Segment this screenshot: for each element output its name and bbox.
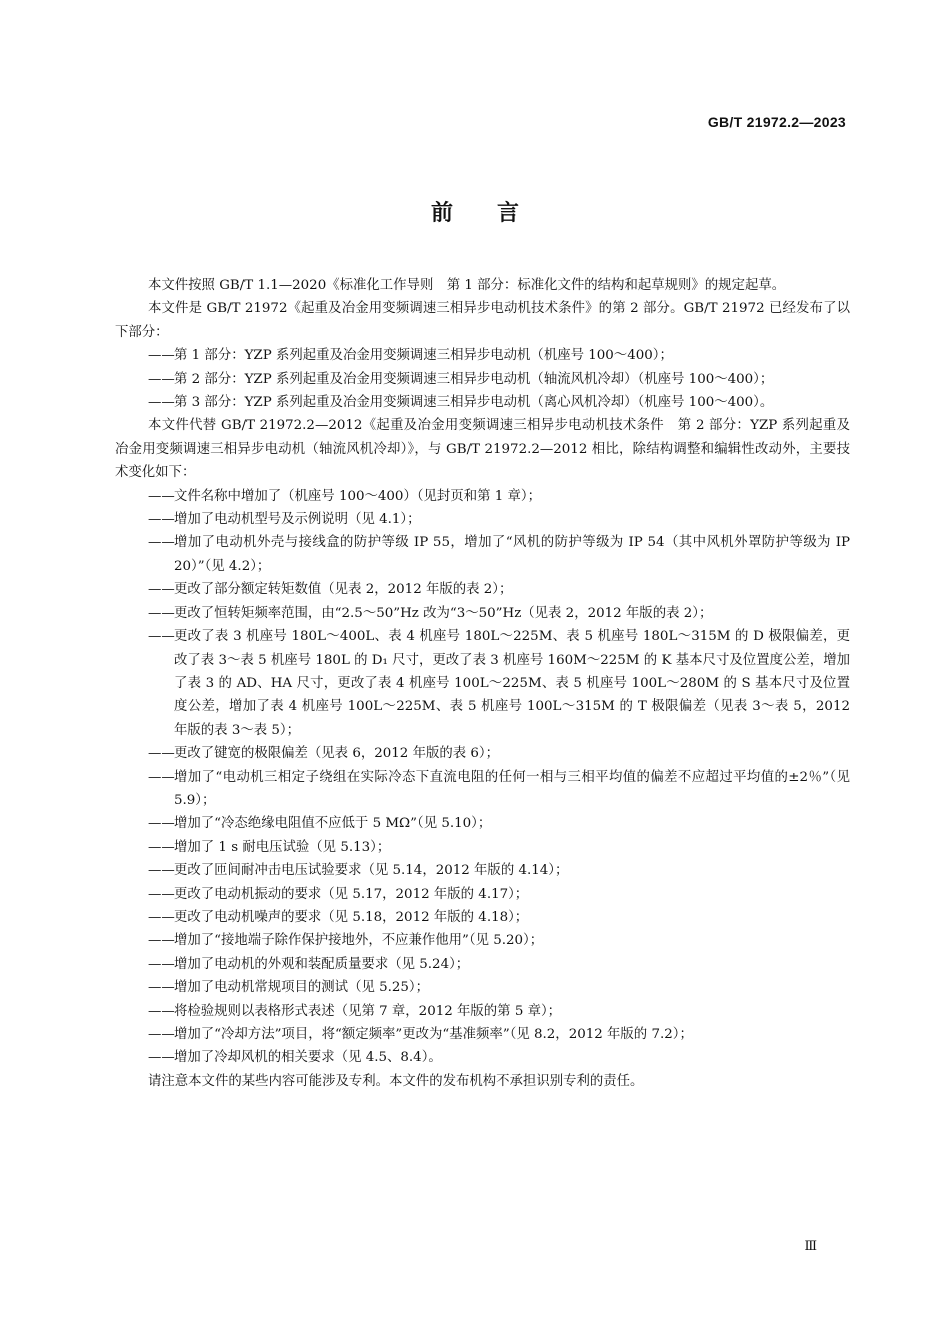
dash-bullet: —— [148,488,175,504]
dash-bullet: —— [148,769,175,785]
list-item-text: 文件名称中增加了（机座号 100～400）（见封页和第 1 章）； [174,488,541,504]
list-item [115,344,850,367]
dash-bullet: —— [148,909,175,925]
list-item [115,1023,850,1046]
list-item-text: 将检验规则以表格形式表述（见第 7 章，2012 年版的第 5 章）； [174,1003,562,1019]
dash-bullet: —— [148,1003,175,1019]
list-item-text: 更改了键宽的极限偏差（见表 6，2012 年版的表 6）； [174,746,499,762]
list-item [115,859,850,882]
list-item [115,508,850,531]
list-item-text: 增加了电动机型号及示例说明（见 4.1）； [174,512,421,528]
page-number: Ⅲ [804,1238,817,1253]
list-item-text: 更改了电动机振动的要求（见 5.17，2012 年版的 4.17）； [174,886,529,902]
dash-bullet: —— [148,886,175,902]
intro-paragraph: 本文件按照 GB/T 1.1—2020《标准化工作导则 第 1 部分：标准化文件的结构和起草规则》的规定起草。 [148,278,786,293]
dash-bullet: —— [148,395,175,411]
dash-bullet: —— [148,1027,175,1042]
dash-bullet: —— [148,535,175,551]
closing-paragraph: 请注意本文件的某些内容可能涉及专利。本文件的发布机构不承担识别专利的责任。 [148,1073,644,1089]
list-item-text: 增加了电动机常规项目的测试（见 5.25）； [174,980,430,996]
list-item-text: 增加了“接地端子除作保护接地外，不应兼作他用”（见 5.20）； [174,933,544,949]
list-item-text: 第 2 部分：YZP 系列起重及冶金用变频调速三相异步电动机（轴流风机冷却）（机座号 100～400）； [174,371,774,387]
list-item [115,625,850,742]
dash-bullet: —— [148,605,175,621]
list-item [115,391,850,414]
dash-bullet: —— [148,512,175,528]
dash-bullet: —— [148,816,175,832]
list-item [115,906,850,929]
list-item-text: 更改了匝间耐冲击电压试验要求（见 5.14，2012 年版的 4.14）； [174,863,569,879]
list-item-text: 增加了电动机外壳与接线盒的防护等级 IP 55，增加了“风机的防护等级为 IP 54（其中风机外罩防护等级为 IP 20）”（见 4.2）； [174,535,850,574]
list-item-text: 第 1 部分：YZP 系列起重及冶金用变频调速三相异步电动机（机座号 100～400）； [174,348,673,364]
list-item-text: 增加了“电动机三相定子绕组在实际冷态下直流电阻的任何一相与三相平均值的偏差不应超过平均值的±2％”（见 5.9）； [174,769,850,808]
list-item-text: 更改了部分额定转矩数值（见表 2，2012 年版的表 2）； [174,582,513,598]
dash-bullet: —— [148,1050,175,1066]
list-item [115,836,850,859]
dash-bullet: —— [148,839,175,855]
list-item [115,531,850,578]
dash-bullet: —— [148,863,175,879]
page-title: 前言 [430,200,563,226]
list-item-text: 增加了电动机的外观和装配质量要求（见 5.24）； [174,956,470,972]
standard-code: GB/T 21972.2—2023 [707,114,846,130]
dash-bullet: —— [148,746,175,762]
intro-paragraph: 本文件是 GB/T 21972《起重及冶金用变频调速三相异步电动机技术条件》的第 2 部分。GB/T 21972 已经发布了以下部分： [115,301,850,340]
list-item [115,485,850,508]
dash-bullet: —— [148,980,175,996]
list-item [115,368,850,391]
list-item [115,812,850,835]
dash-bullet: —— [148,956,175,972]
list-item [115,742,850,765]
list-item [115,1046,850,1069]
list-item-text: 增加了“冷却方法”项目，将“额定频率”更改为“基准频率”（见 8.2，2012 年版的 7.2）； [174,1027,693,1042]
list-item-text: 更改了恒转矩频率范围，由“2.5～50”Hz 改为“3～50”Hz（见表 2，2012 年版的表 2）； [174,605,713,621]
list-item-text: 更改了表 3 机座号 180L～400L、表 4 机座号 180L～225M、表 5 机座号 180L～315M 的 D 极限偏差，更改了表 3～表 5 机座号 180L 的 D₁ 尺寸，更改了表 3 机座号 160M～225M 的 K 基本尺寸及位置度公差，增加了表 3 的 AD、HA 尺寸，更改了表 4 机座号 100L～225M、表 5 机座号 100L～280M 的 S 基本尺寸及位置度公差，增加了表 4 机座号 100L～225M、表 5 机座号 100L～315M 的 T 极限偏差（见表 3～表 5，2012 年版的表 3～表 5）； [174,629,850,738]
dash-bullet: —— [148,371,175,387]
list-item-text: 第 3 部分：YZP 系列起重及冶金用变频调速三相异步电动机（离心风机冷却）（机座号 100～400）。 [174,395,774,411]
list-item [115,883,850,906]
dash-bullet: —— [148,348,175,364]
list-item-text: 增加了 1 s 耐电压试验（见 5.13）； [174,839,391,855]
foreword-body [115,274,850,1093]
list-item [115,602,850,625]
list-item [115,929,850,952]
dash-bullet: —— [148,582,175,598]
list-item [115,953,850,976]
list-item-text: 增加了“冷态绝缘电阻值不应低于 5 MΩ”（见 5.10）； [174,816,492,832]
list-item [115,1000,850,1023]
list-item-text: 更改了电动机噪声的要求（见 5.18，2012 年版的 4.18）； [174,909,529,925]
dash-bullet: —— [148,629,175,645]
dash-bullet: —— [148,933,175,949]
list-item [115,976,850,999]
replace-paragraph: 本文件代替 GB/T 21972.2—2012《起重及冶金用变频调速三相异步电动机技术条件 第 2 部分：YZP 系列起重及冶金用变频调速三相异步电动机（轴流风机冷却）》，与 GB/T 21972.2—2012 相比，除结构调整和编辑性改动外，主要技术变化如下： [115,418,850,481]
list-item-text: 增加了冷却风机的相关要求（见 4.5、8.4）。 [174,1050,442,1066]
list-item [115,766,850,813]
list-item [115,578,850,601]
